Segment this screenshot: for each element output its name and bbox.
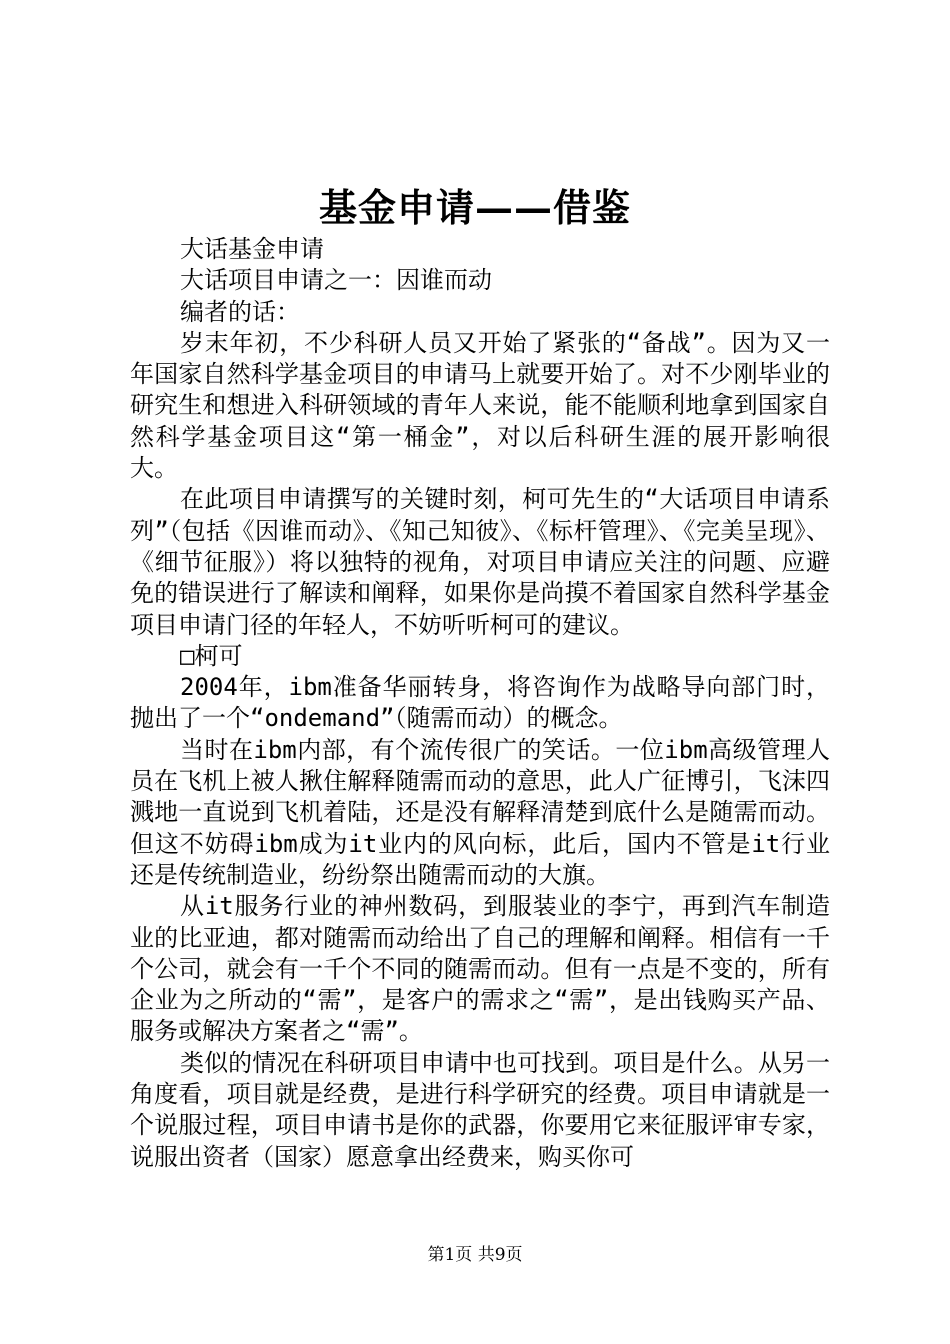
document-title: 基金申请——借鉴 bbox=[318, 185, 631, 230]
paragraph: 类似的情况在科研项目申请中也可找到。项目是什么。从另一角度看，项目就是经费，是进行科学研究的经费。项目申请就是一个说服过程，项目申请书是你的武器，你要用它来征服评审专家，说服出资者（国家）愿意拿出经费来，购买你可 bbox=[130, 1048, 830, 1171]
document-body bbox=[130, 234, 830, 1173]
paragraph: 编者的话： bbox=[180, 297, 300, 326]
author-line: □柯可 bbox=[180, 641, 243, 670]
paragraph: 在此项目申请撰写的关键时刻，柯可先生的“大话项目申请系列”（包括《因谁而动》、《知己知彼》、《标杆管理》、《完美呈现》、《细节征服》）将以独特的视角，对项目申请应关注的问题、应避免的错误进行了解读和阐释，如果你是尚摸不着国家自然科学基金项目申请门径的年轻人，不妨听听柯可的建议。 bbox=[130, 485, 830, 639]
paragraph: 大话基金申请 bbox=[180, 235, 324, 263]
page-footer: 第1页 共9页 bbox=[427, 1245, 523, 1265]
paragraph: 大话项目申请之一：因谁而动 bbox=[180, 266, 492, 295]
paragraph: 当时在ibm内部，有个流传很广的笑话。一位ibm高级管理人员在飞机上被人揪住解释随需而动的意思，此人广征博引，飞沫四溅地一直说到飞机着陆，还是没有解释清楚到底什么是随需而动。但这不妨碍ibm成为it业内的风向标，此后，国内不管是it行业还是传统制造业，纷纷祭出随需而动的大旗。 bbox=[130, 735, 830, 889]
paragraph: 2004年，ibm准备华丽转身，将咨询作为战略导向部门时，抛出了一个“ondemand”（随需而动）的概念。 bbox=[130, 673, 830, 733]
paragraph: 从it服务行业的神州数码，到服装业的李宁，再到汽车制造业的比亚迪，都对随需而动给出了自己的理解和阐释。相信有一千个公司，就会有一千个不同的随需而动。但有一点是不变的，所有企业为之所动的“需”，是客户的需求之“需”，是出钱购买产品、服务或解决方案者之“需”。 bbox=[130, 892, 830, 1046]
paragraph: 岁末年初，不少科研人员又开始了紧张的“备战”。因为又一年国家自然科学基金项目的申请马上就要开始了。对不少刚毕业的研究生和想进入科研领域的青年人来说，能不能顺利地拿到国家自然科学基金项目这“第一桶金”，对以后科研生涯的展开影响很大。 bbox=[130, 328, 830, 483]
